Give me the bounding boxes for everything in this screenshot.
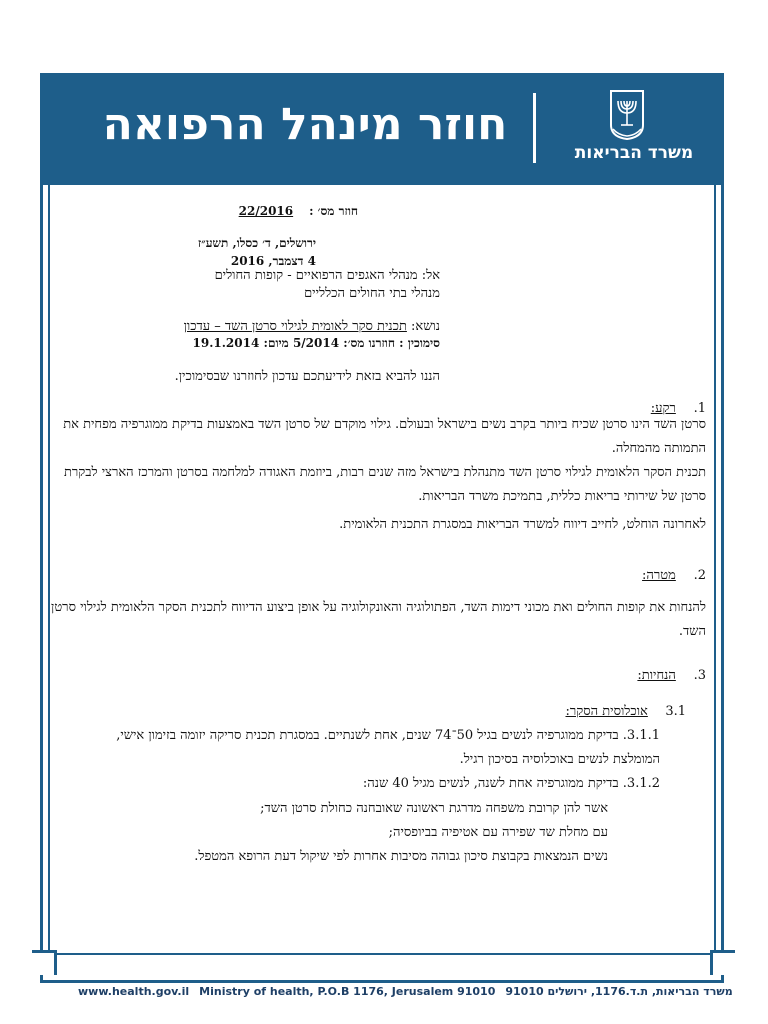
recipients-line2: מנהלי בתי החולים הכלליים [304,286,440,301]
header-banner [40,73,724,185]
circular-number: 22/2016 [238,204,294,218]
date-gregorian: 4 דצמבר, 2016 [230,254,316,268]
item-3-1-2: 3.1.2. בדיקת ממוגרפיה אחת לשנה, לנשים מגיל 40 שנה: [362,776,660,791]
menorah-emblem-icon [608,89,646,141]
section-2-paragraph: להנחות את קופות החולים ואת מכוני דימות השד, הפתולוגיה והאונקולוגיה על אופן ביצוע הדיווח לתכנית הסקר הלאומית לגילוי סרטן השד. [51,600,706,639]
recipients-line1: אל: מנהלי האגפים הרפואיים - קופות החולים [214,268,440,283]
frame-corner-right [710,950,735,975]
footer-url[interactable]: www.health.gov.il [78,984,190,998]
frame-corner-left [32,950,57,975]
item-3-1-1: 3.1.1. בדיקת ממוגרפיה לנשים בגיל 50־74 שנים, אחת לשנתיים. במסגרת תכנית סריקה יזומה בזימון אישי, המומלצת לנשים באוכלוסיה בסיכון רגיל. [116,728,660,767]
header-title: חוזר מינהל הרפואה [102,99,508,150]
section-3-1-heading [486,703,686,721]
section-3-title: הנחיות: [637,668,676,683]
subject-text: תכנית סקר לאומית לגילוי סרטן השד – עדכון [183,319,407,334]
circular-number-line [58,203,358,219]
section-1-title: רקע: [650,401,676,416]
footer-address-he: משרד הבריאות, ת.ד.1176, ירושלים 91010 [505,984,733,998]
section-3-heading [506,667,706,685]
footer [78,982,733,1000]
section-3-number: 3. [693,668,706,683]
subject-label: נושא: [411,319,440,334]
section-1-paragraph-1: סרטן השד הינו סרטן שכיח ביותר בקרב נשים בישראל ובעולם. גילוי מוקדם של סרטן השד באמצעות בדיקת ממוגרפיה מפחית את התמותה מהמחלה. [63,417,706,456]
header-divider [533,93,536,163]
place-date: ירושלים, ד׳ כסלו, תשע״ז [197,236,316,250]
section-2-number: 2. [693,568,706,583]
references-line: סימוכין : חוזרנו מס׳: 5/2014 מיום: 19.1.2014 [192,336,440,350]
bullet-3: נשים הנמצאות בקבוצת סיכון גבוהה מסיבות אחרות לפי שיקול דעת הרופא המטפל. [194,849,608,864]
bullet-2: עם מחלת שד שפירה עם אטיפיה בביופסיה; [388,825,608,840]
bullet-1: אשר להן קרובת משפחה מדרגת ראשונה שאובחנה כחולת סרטן השד; [260,801,608,816]
footer-address-en: Ministry of health, P.O.B 1176, Jerusalem 91010 [199,984,496,998]
ministry-name: משרד הבריאות [574,143,694,163]
subject-line [20,318,440,336]
section-2-title: מטרה: [642,568,676,583]
circular-number-label: חוזר מס׳ : [309,204,358,218]
section-1-paragraph-3: לאחרונה הוחלט, לחייב דיווח למשרד הבריאות במסגרת התכנית הלאומית. [339,517,706,532]
section-3-1-title: אוכלוסית הסקר: [565,704,648,719]
section-1-paragraph-2: תכנית הסקר הלאומית לגילוי סרטן השד מתנהלת בישראל מזה שנים רבות, ביוזמת האגודה למלחמה בסרטן והמרכז הארצי לבקרת סרטן של שירותי בריאות כללית, בתמיכת משרד הבריאות. [63,465,706,504]
section-3-1-number: 3.1 [665,704,686,719]
section-2-heading [506,567,706,585]
intro-paragraph: הננו להביא בזאת לידיעתכם עדכון לחוזרנו שבסימוכין. [174,369,440,384]
section-1-number: 1. [693,401,706,416]
